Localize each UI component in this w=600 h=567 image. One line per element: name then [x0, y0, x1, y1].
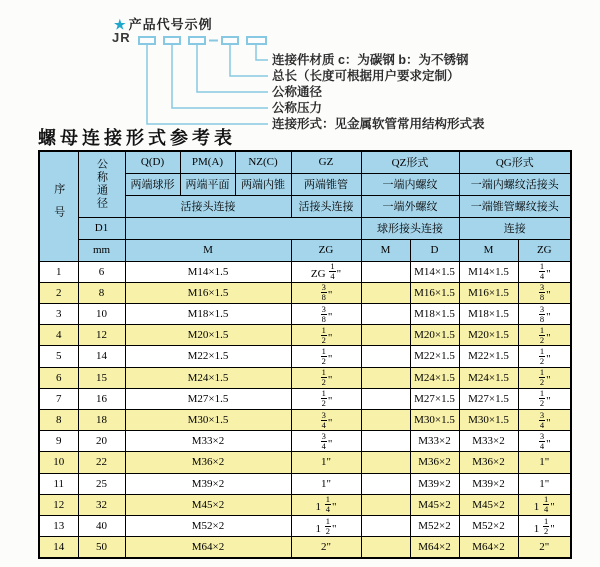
cell-zg: 1"	[291, 452, 361, 473]
diagram-heading-text: 产品代号示例	[128, 17, 213, 32]
cell-qg-m: M27×1.5	[459, 388, 518, 409]
cell-qz-d: M27×1.5	[410, 388, 459, 409]
cell-qz-d: M30×1.5	[410, 409, 459, 430]
cell-qg-zg: $\frac{3}{8}$ "	[518, 303, 571, 324]
cell-dn-mm: 6	[78, 261, 125, 282]
cell-thread-m: M39×2	[125, 473, 291, 494]
cell-qg-zg: $\frac{1}{2}$ "	[518, 388, 571, 409]
table-title: 螺母连接形式参考表	[38, 128, 236, 149]
cell-serial: 5	[39, 346, 78, 367]
cell-serial: 11	[39, 473, 78, 494]
cell-qz-m	[361, 494, 410, 515]
callout-label-length: 总长（长度可根据用户要求定制）	[272, 69, 460, 83]
header-nominal-diameter: 公称通径	[78, 151, 125, 217]
cell-qg-zg: $\frac{3}{8}$ "	[518, 282, 571, 303]
cell-zg: $\frac{1}{2}$ "	[291, 346, 361, 367]
cell-qg-m: M33×2	[459, 431, 518, 452]
cell-serial: 7	[39, 388, 78, 409]
cell-zg: 1"	[291, 473, 361, 494]
cell-qz-d: M39×2	[410, 473, 459, 494]
header-unit-mm: mm	[78, 239, 125, 261]
cell-qg-zg: 2"	[518, 537, 571, 558]
cell-qz-m	[361, 409, 410, 430]
table-row	[39, 515, 571, 536]
header-desc-nz: 两端内锥	[235, 173, 291, 195]
cell-qg-m: M36×2	[459, 452, 518, 473]
header-form-pm: PM(A)	[180, 151, 235, 173]
cell-zg: $\frac{3}{8}$ "	[291, 303, 361, 324]
cell-qg-m: M16×1.5	[459, 282, 518, 303]
cell-zg: $\frac{1}{2}$ "	[291, 367, 361, 388]
cell-serial: 14	[39, 537, 78, 558]
header-unit-m: M	[125, 239, 291, 261]
callout-label-pressure: 公称压力	[272, 101, 323, 115]
cell-qg-zg: 1 $\frac{1}{4}$ "	[518, 494, 571, 515]
header-form-nz: NZ(C)	[235, 151, 291, 173]
cell-thread-m: M64×2	[125, 537, 291, 558]
cell-zg: $\frac{1}{2}$ "	[291, 325, 361, 346]
header-unit-zg: ZG	[291, 239, 361, 261]
cell-qz-d: M18×1.5	[410, 303, 459, 324]
cell-qz-d: M64×2	[410, 537, 459, 558]
table-row	[39, 473, 571, 494]
table-row	[39, 452, 571, 473]
cell-serial: 8	[39, 409, 78, 430]
cell-qz-m	[361, 452, 410, 473]
header-desc-q: 两端球形	[125, 173, 180, 195]
header-blank	[125, 217, 361, 239]
cell-qz-m	[361, 325, 410, 346]
cell-qg-zg: $\frac{3}{4}$ "	[518, 409, 571, 430]
header-unit-qz-d: D	[410, 239, 459, 261]
cell-qg-zg: 1 $\frac{1}{2}$ "	[518, 515, 571, 536]
table-row	[39, 537, 571, 558]
cell-qz-d: M14×1.5	[410, 261, 459, 282]
cell-qz-m	[361, 388, 410, 409]
cell-qz-m	[361, 346, 410, 367]
header-unit-qg-m: M	[459, 239, 518, 261]
cell-serial: 6	[39, 367, 78, 388]
cell-qz-m	[361, 431, 410, 452]
cell-zg: $\frac{3}{4}$ "	[291, 409, 361, 430]
cell-qg-m: M30×1.5	[459, 409, 518, 430]
cell-serial: 13	[39, 515, 78, 536]
cell-qg-m: M39×2	[459, 473, 518, 494]
cell-dn-mm: 32	[78, 494, 125, 515]
cell-zg: 2"	[291, 537, 361, 558]
cell-serial: 10	[39, 452, 78, 473]
code-box-4	[221, 36, 239, 45]
cell-dn-mm: 25	[78, 473, 125, 494]
cell-thread-m: M14×1.5	[125, 261, 291, 282]
cell-qz-m	[361, 515, 410, 536]
code-prefix: JR	[112, 30, 131, 45]
cell-thread-m: M24×1.5	[125, 367, 291, 388]
cell-serial: 3	[39, 303, 78, 324]
header-serial: 序号	[39, 151, 78, 261]
header-form-qz: QZ形式	[361, 151, 459, 173]
header-desc-qg: 一端内螺纹活接头	[459, 173, 571, 195]
cell-dn-mm: 8	[78, 282, 125, 303]
cell-thread-m: M45×2	[125, 494, 291, 515]
star-icon: ★	[114, 17, 127, 32]
table-row	[39, 303, 571, 324]
header-joint-gz: 活接头连接	[291, 195, 361, 217]
cell-qg-zg: $\frac{1}{2}$ "	[518, 367, 571, 388]
header-desc-qz: 一端内螺纹	[361, 173, 459, 195]
table-body	[39, 261, 571, 558]
cell-zg: 1 $\frac{1}{4}$ "	[291, 494, 361, 515]
cell-zg: $\frac{1}{2}$ "	[291, 388, 361, 409]
table-row	[39, 346, 571, 367]
cell-thread-m: M52×2	[125, 515, 291, 536]
cell-zg: $\frac{3}{4}$ "	[291, 431, 361, 452]
cell-thread-m: M18×1.5	[125, 303, 291, 324]
cell-dn-mm: 50	[78, 537, 125, 558]
header-d1: D1	[78, 217, 125, 239]
header-form-qg: QG形式	[459, 151, 571, 173]
cell-serial: 4	[39, 325, 78, 346]
table-row	[39, 431, 571, 452]
cell-zg: $\frac{3}{8}$ "	[291, 282, 361, 303]
code-box-2	[163, 36, 181, 45]
cell-serial: 1	[39, 261, 78, 282]
cell-serial: 2	[39, 282, 78, 303]
nut-connection-table	[38, 150, 572, 559]
cell-dn-mm: 40	[78, 515, 125, 536]
cell-serial: 12	[39, 494, 78, 515]
cell-thread-m: M27×1.5	[125, 388, 291, 409]
callout-label-connection-form: 连接形式：见金属软管常用结构形式表	[272, 117, 485, 131]
cell-qg-m: M52×2	[459, 515, 518, 536]
cell-thread-m: M36×2	[125, 452, 291, 473]
cell-qg-m: M14×1.5	[459, 261, 518, 282]
header-desc-gz: 两端锥管	[291, 173, 361, 195]
table-row	[39, 261, 571, 282]
cell-zg: ZG $\frac{1}{4}$ "	[291, 261, 361, 282]
table-row	[39, 494, 571, 515]
cell-qz-m	[361, 367, 410, 388]
table-row	[39, 325, 571, 346]
cell-zg: 1 $\frac{1}{2}$ "	[291, 515, 361, 536]
cell-qz-d: M52×2	[410, 515, 459, 536]
cell-qg-zg: $\frac{1}{4}$ "	[518, 261, 571, 282]
header-conn-qz: 球形接头连接	[361, 217, 459, 239]
cell-qg-m: M64×2	[459, 537, 518, 558]
cell-qz-d: M45×2	[410, 494, 459, 515]
cell-qg-zg: 1"	[518, 452, 571, 473]
cell-qz-m	[361, 537, 410, 558]
header-conn-qg: 连接	[459, 217, 571, 239]
cell-qg-m: M22×1.5	[459, 346, 518, 367]
table-row	[39, 409, 571, 430]
table-row	[39, 282, 571, 303]
cell-thread-m: M20×1.5	[125, 325, 291, 346]
code-box-1	[138, 36, 156, 45]
cell-qg-zg: $\frac{3}{4}$ "	[518, 431, 571, 452]
header-unit-qz-m: M	[361, 239, 410, 261]
cell-thread-m: M22×1.5	[125, 346, 291, 367]
cell-qg-zg: $\frac{1}{2}$ "	[518, 325, 571, 346]
cell-qz-d: M36×2	[410, 452, 459, 473]
cell-dn-mm: 10	[78, 303, 125, 324]
code-box-5	[246, 36, 267, 45]
cell-qg-m: M24×1.5	[459, 367, 518, 388]
cell-dn-mm: 14	[78, 346, 125, 367]
cell-qg-m: M20×1.5	[459, 325, 518, 346]
cell-qg-zg: 1"	[518, 473, 571, 494]
callout-label-material: 连接件材质 c：为碳钢 b：为不锈钢	[272, 53, 469, 67]
header-form-q: Q(D)	[125, 151, 180, 173]
cell-dn-mm: 15	[78, 367, 125, 388]
header-desc-pm: 两端平面	[180, 173, 235, 195]
cell-qz-d: M22×1.5	[410, 346, 459, 367]
header-joint-qg: 一端锥管螺纹接头	[459, 195, 571, 217]
code-box-3	[188, 36, 206, 45]
cell-qz-d: M20×1.5	[410, 325, 459, 346]
cell-qz-d: M33×2	[410, 431, 459, 452]
cell-serial: 9	[39, 431, 78, 452]
table-row	[39, 367, 571, 388]
header-joint-qpmnz: 活接头连接	[125, 195, 291, 217]
cell-thread-m: M33×2	[125, 431, 291, 452]
cell-qz-d: M24×1.5	[410, 367, 459, 388]
cell-qz-m	[361, 261, 410, 282]
header-unit-qg-zg: ZG	[518, 239, 571, 261]
header-form-gz: GZ	[291, 151, 361, 173]
cell-dn-mm: 12	[78, 325, 125, 346]
table-header	[39, 151, 571, 261]
cell-qz-m	[361, 303, 410, 324]
cell-qg-m: M45×2	[459, 494, 518, 515]
cell-thread-m: M16×1.5	[125, 282, 291, 303]
cell-dn-mm: 20	[78, 431, 125, 452]
cell-dn-mm: 22	[78, 452, 125, 473]
cell-dn-mm: 18	[78, 409, 125, 430]
cell-qz-m	[361, 282, 410, 303]
callout-label-diameter: 公称通径	[272, 85, 323, 99]
cell-qg-m: M18×1.5	[459, 303, 518, 324]
cell-qz-m	[361, 473, 410, 494]
header-joint-qz: 一端外螺纹	[361, 195, 459, 217]
cell-thread-m: M30×1.5	[125, 409, 291, 430]
cell-qg-zg: $\frac{1}{2}$ "	[518, 346, 571, 367]
table-row	[39, 388, 571, 409]
cell-dn-mm: 16	[78, 388, 125, 409]
cell-qz-d: M16×1.5	[410, 282, 459, 303]
